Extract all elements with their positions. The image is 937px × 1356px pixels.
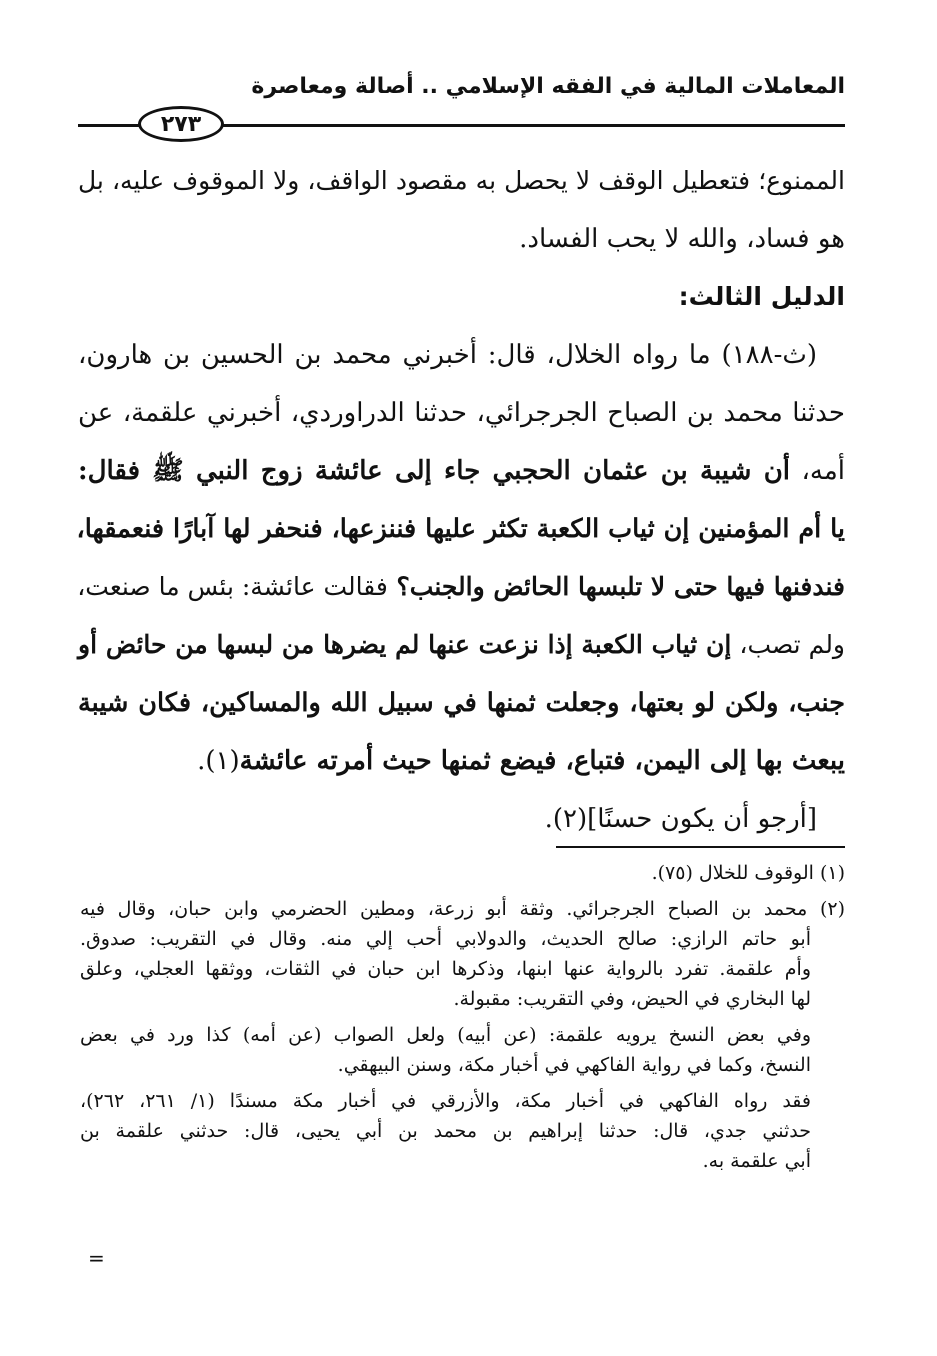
section-heading: الدليل الثالث: — [678, 282, 845, 311]
footnote-line: أبي علقمة به. — [702, 1150, 811, 1172]
footnotes — [80, 858, 845, 1176]
footnote-line: وفي بعض النسخ يرويه علقمة: (عن أبيه) ولعل الصواب (عن أمه) كذا ورد في بعض — [80, 1024, 811, 1046]
footnote-ref: (١). — [197, 746, 240, 776]
text-line: جنب، ولكن لو بعتها، وجعلت ثمنها في سبيل الله والمساكين، فكان شيبة — [78, 688, 845, 718]
footnote-line: لها البخاري في الحيض، وفي التقريب: مقبولة. — [453, 988, 811, 1010]
footnote-line: فقد رواه الفاكهي في أخبار مكة، والأزرقي في أخبار مكة مسندًا (١/ ٢٦١، ٢٦٢)، — [80, 1090, 811, 1112]
text-line — [78, 732, 845, 790]
page-number: ٢٧٣ — [138, 106, 224, 142]
footnote-ref: (٢). — [544, 804, 588, 834]
text-line: الممنوع؛ فتعطيل الوقف لا يحصل به مقصود الواقف، ولا الموقوف عليه، بل — [78, 166, 845, 195]
continuation-mark: = — [88, 1246, 105, 1270]
header-rule-left — [78, 124, 140, 127]
text-line — [78, 790, 845, 848]
footnote-line: حدثني جدي، قال: حدثنا إبراهيم بن محمد بن أبي يحيى، قال: حدثني علقمة بن — [80, 1120, 811, 1142]
text-line — [78, 442, 845, 500]
bold-text-run: أن شيبة بن عثمان الحجبي جاء إلى عائشة زوج النبي ﷺ فقال: — [78, 456, 791, 486]
footnote-1: (١) الوقوف للخلال (٧٥). — [651, 862, 845, 884]
footnote-line: أبو حاتم الرازي: صالح الحديث، والدولابي أحب إلي منه. وقال في التقريب: صدوق. — [80, 928, 811, 950]
text-run: فقالت عائشة: بئس ما صنعت، — [77, 572, 388, 601]
footnote-separator — [556, 846, 845, 848]
footnote-line: النسخ، وكما في رواية الفاكهي في أخبار مكة، وسنن البيهقي. — [337, 1054, 811, 1076]
bold-text-run: يبعث بها إلى اليمن، فتباع، فيضع ثمنها حيث أمرته عائشة — [239, 746, 845, 776]
running-title: المعاملات المالية في الفقه الإسلامي .. أصالة ومعاصرة — [251, 74, 845, 99]
text-line: يا أم المؤمنين إن ثياب الكعبة تكثر عليها فننزعها، فنحفر لها آبارًا فنعمقها، — [76, 514, 845, 544]
text-line — [78, 616, 845, 674]
text-line — [78, 558, 845, 616]
footnote-2: (٢) محمد بن الصباح الجرجرائي. وثقة أبو زرعة، ومطين الحضرمي وابن حبان، وقال فيه — [80, 898, 845, 920]
header-rule — [222, 124, 845, 127]
text-run: [أرجو أن يكون حسنًا] — [587, 804, 817, 834]
footnote-line: وأم علقمة. تفرد بالرواية عنها ابنها، وذكرها ابن حبان في الثقات، ووثقها العجلي، وعلق — [80, 958, 811, 980]
text-run: ولم تصب، — [731, 630, 846, 659]
text-run: أمه، — [790, 456, 845, 486]
main-text — [78, 152, 845, 848]
text-line: هو فساد، والله لا يحب الفساد. — [519, 224, 845, 254]
text-line: حدثنا محمد بن الصباح الجرجرائي، حدثنا الدراوردي، أخبرني علقمة، عن — [78, 398, 845, 428]
bold-text-run: فندفنها فيها حتى لا تلبسها الحائض والجنب؟ — [387, 572, 845, 601]
bold-text-run: إن ثياب الكعبة إذا نزعت عنها لم يضرها من لبسها من حائض أو — [78, 630, 732, 659]
text-line: (ث-١٨٨) ما رواه الخلال، قال: أخبرني محمد بن الحسين بن هارون، — [78, 340, 817, 370]
